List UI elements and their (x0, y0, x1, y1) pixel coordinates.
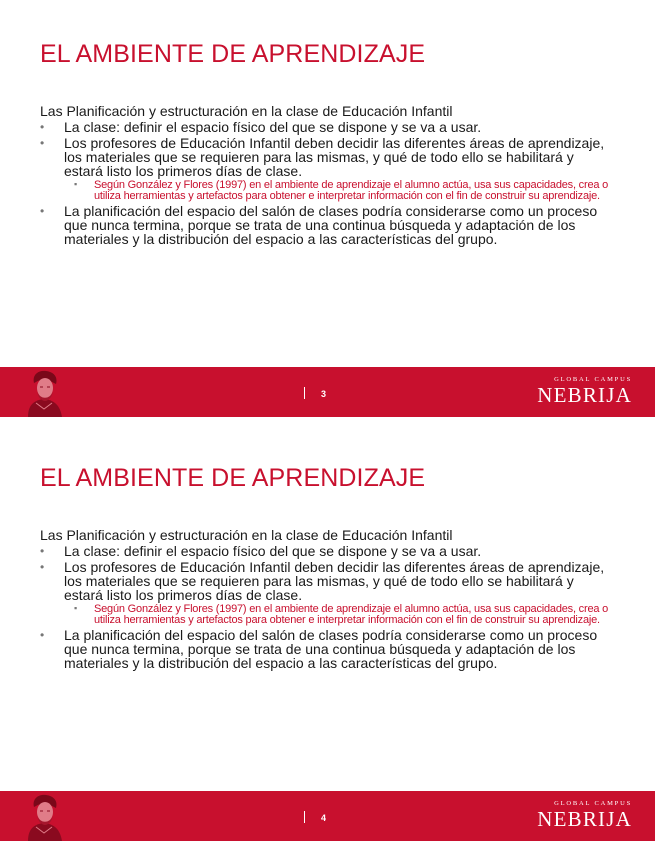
brand-subtitle: GLOBAL CAMPUS (554, 800, 632, 807)
list-item (40, 136, 615, 202)
brand-name: NEBRIJA (537, 383, 632, 407)
list-item-text: La clase: definir el espacio físico del que se dispone y se va a usar. (64, 543, 482, 559)
bullet-list (40, 544, 615, 670)
bullet-icon: • (40, 544, 45, 558)
square-bullet-icon: ▪ (74, 179, 77, 189)
bullet-icon: • (40, 120, 45, 134)
slide-intro: Las Planificación y estructuración en la clase de Educación Infantil (40, 103, 453, 119)
square-bullet-icon: ▪ (74, 603, 77, 613)
bullet-icon: • (40, 628, 45, 642)
slide-body (40, 104, 615, 248)
list-item (40, 628, 615, 670)
list-item-text: Los profesores de Educación Infantil deben decidir las diferentes áreas de aprendizaje, los materiales que se requieren para las mismas, y qué de todo ello se habilitará y estará listo los primeros días de clase. (64, 559, 605, 603)
list-item (40, 544, 615, 558)
sub-list-item-text: Según González y Flores (1997) en el ambiente de aprendizaje el alumno actúa, usa sus capacidades, crea o utiliza herramientas y artefactos para obtener e interpretar información con el fin de construir su aprendizaje. (94, 179, 609, 202)
bullet-list (40, 120, 615, 246)
portrait-icon (22, 367, 66, 417)
list-item (40, 204, 615, 246)
brand-logo (537, 800, 632, 830)
slide-intro: Las Planificación y estructuración en la clase de Educación Infantil (40, 527, 453, 543)
sub-bullet-list (64, 180, 615, 202)
slide-body (40, 528, 615, 672)
list-item (40, 120, 615, 134)
list-item (40, 560, 615, 626)
sub-list-item (64, 604, 615, 626)
slide-title: EL AMBIENTE DE APRENDIZAJE (40, 464, 426, 492)
page-number: 3 (321, 389, 327, 399)
bullet-icon: • (40, 204, 45, 218)
bullet-icon: • (40, 560, 45, 574)
sub-bullet-list (64, 604, 615, 626)
slide-footer (0, 367, 655, 417)
list-item-text: La clase: definir el espacio físico del que se dispone y se va a usar. (64, 119, 482, 135)
page-number: 4 (321, 813, 327, 823)
footer-divider (304, 811, 305, 823)
brand-name: NEBRIJA (537, 807, 632, 831)
list-item-text: Los profesores de Educación Infantil deben decidir las diferentes áreas de aprendizaje, los materiales que se requieren para las mismas, y qué de todo ello se habilitará y estará listo los primeros días de clase. (64, 135, 605, 179)
slide (0, 424, 655, 848)
sub-list-item (64, 180, 615, 202)
footer-divider (304, 387, 305, 399)
portrait-icon (22, 791, 66, 841)
list-item-text: La planificación del espacio del salón de clases podría considerarse como un proceso que nunca termina, porque se trata de una continua búsqueda y adaptación de los materiales y la distribución del espacio a las características del grupo. (64, 203, 598, 247)
brand-logo (537, 376, 632, 406)
slide-title: EL AMBIENTE DE APRENDIZAJE (40, 40, 426, 68)
brand-subtitle: GLOBAL CAMPUS (554, 376, 632, 383)
list-item-text: La planificación del espacio del salón de clases podría considerarse como un proceso que nunca termina, porque se trata de una continua búsqueda y adaptación de los materiales y la distribución del espacio a las características del grupo. (64, 627, 598, 671)
bullet-icon: • (40, 136, 45, 150)
sub-list-item-text: Según González y Flores (1997) en el ambiente de aprendizaje el alumno actúa, usa sus capacidades, crea o utiliza herramientas y artefactos para obtener e interpretar información con el fin de construir su aprendizaje. (94, 603, 609, 626)
slide-footer (0, 791, 655, 841)
